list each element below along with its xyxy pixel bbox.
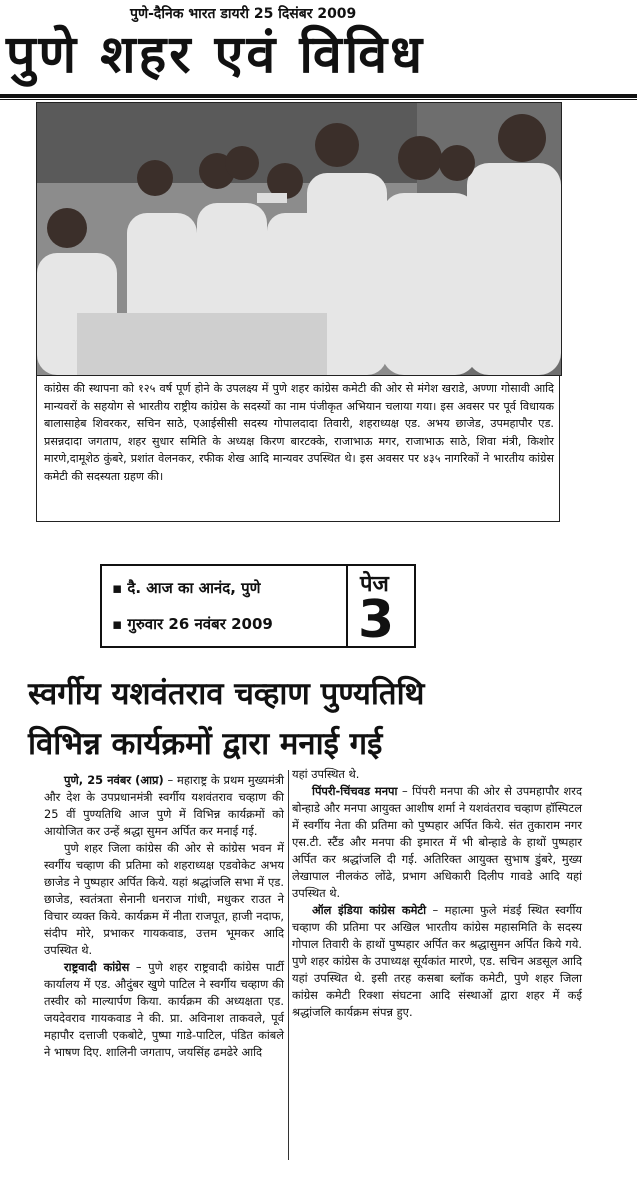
article-paragraph xyxy=(292,783,582,902)
source-date: ▪ गुरुवार 26 नवंबर 2009 xyxy=(112,615,273,633)
article-headline-line1: स्वर्गीय यशवंतराव चव्हाण पुण्यतिथि xyxy=(28,676,425,712)
article-paragraph xyxy=(44,959,284,1061)
article-paragraph xyxy=(292,902,582,1021)
page-number: 3 xyxy=(358,590,395,650)
clipping-dateline: पुणे-दैनिक भारत डायरी 25 दिसंबर 2009 xyxy=(130,6,357,22)
news-photo-illustration xyxy=(37,103,561,375)
paragraph-text: – पुणे शहर राष्ट्रवादी कांग्रेस पार्टी कार्यालय में एड. औदुंबर खुणे पाटिल ने स्वर्गीय चव्हाण की तस्वीर को माल्यार्पण किया. कार्यक्रम की अध्यक्षता एड. जयदेवराव गायकवाड ने की. प्रा. अविनाश ताकवले, पूर्व महापौर दत्ताजी एकबोटे, पुष्पा गाडे-पाटिल, पंडित कांबले ने भाषण दिए. शालिनी जगताप, जयसिंह ढमढेरे आदि xyxy=(44,960,284,1059)
masthead-title: पुणे शहर एवं विविध xyxy=(6,24,426,85)
source-newspaper-name: ▪ दै. आज का आनंद, पुणे xyxy=(112,579,261,597)
news-photo xyxy=(36,102,562,376)
masthead-rule xyxy=(0,94,637,98)
article-paragraph: पुणे शहर जिला कांग्रेस की ओर से कांग्रेस भवन में स्वर्गीय चव्हाण की प्रतिमा को शहराध्यक्ष एडवोकेट अभय छाजेड ने पुष्पहार अर्पित किये. यहां श्रद्धांजलि सभा में एड. छाजेड, स्वतंत्रता सेनानी धनराज गांधी, मधुकर राउत ने विचार व्यक्त किये. कार्यक्रम में नीता राजपूत, हाजी नदाफ, संदीप मोरे, प्रभाकर गायकवाड, उत्तम भूमकर आदि उपस्थित थे. xyxy=(44,841,284,957)
subheading: पिंपरी-चिंचवड मनपा xyxy=(312,784,398,798)
article-column-right xyxy=(292,766,582,1021)
column-rule xyxy=(288,770,289,1160)
paragraph-text: – पिंपरी मनपा की ओर से उपमहापौर शरद बोन्हाडे और मनपा आयुक्त आशीष शर्मा ने यशवंतराव चव्हाण हॉस्पिटल में स्वर्गीय नेता की प्रतिमा को पुष्पहार अर्पित किये. संत तुकाराम नगर एस.टी. स्टैंड और मनपा की इमारत में भी बोन्हाडे के हाथों पुष्पहार अर्पित कर श्रद्धांजलि दी गई. अतिरिक्त आयुक्त सुभाष डुंबरे, मुख्य लेखापाल नीलकंठ लोंढे, प्रभाग अधिकारी दिलीप गावडे आदि यहां उपस्थित थे. xyxy=(292,784,583,900)
masthead-rule-thin xyxy=(0,99,637,100)
subheading: ऑल इंडिया कांग्रेस कमेटी xyxy=(312,903,427,917)
photo-caption: कांग्रेस की स्थापना को १२५ वर्ष पूर्ण होने के उपलक्ष्य में पुणे शहर कांग्रेस कमेटी की ओर से मंगेश खराडे, अण्णा गोसावी आदि मान्यवरों के सहयोग से भारतीय राष्ट्रीय कांग्रेस के सदस्यों का नाम पंजीकृत अभियान चलाया गया। इस अवसर पर पूर्व विधायक बालासाहेब शिवरकर, सचिन साठे, एआईसीसी सदस्य गोपालदादा तिवारी, शहराध्यक्ष एड. अभय छाजेड, उपमहापौर एड. प्रसन्नदादा जगताप, शहर सुधार समिति के अध्यक्ष किरण बारटक्के, राजाभाऊ मगर, राजाभाऊ साठे, शिवा मंत्री, किशोर मारणे,दामूशेठ कुंबरे, प्रशांत वेलनकर, रफीक शेख आदि मान्यवर उपस्थित थे। इस अवसर पर ४३५ नागरिकों ने भारतीय कांग्रेस कमेटी की सदस्यता ग्रहण की। xyxy=(44,382,554,483)
subheading: राष्ट्रवादी कांग्रेस xyxy=(64,960,130,974)
paragraph-text: – महाराष्ट्र के प्रथम मुख्यमंत्री और देश के उपप्रधानमंत्री स्वर्गीय यशवंतराव चव्हाण की 25 वीं पुण्यतिथि आज पुणे में विभिन्न कार्यक्रमों को आयोजित कर उन्हें श्रद्धा सुमन अर्पित कर मनाई गई. xyxy=(44,773,284,838)
paragraph-text: – महात्मा फुले मंडई स्थित स्वर्गीय चव्हाण की प्रतिमा पर अखिल भारतीय कांग्रेस महासमिति के सदस्य गोपाल तिवारी के हाथों पुष्पहार अर्पित कर श्रद्धासुमन अर्पित किये गये. पुणे शहर कांग्रेस के उपाध्यक्ष सूर्यकांत मारणे, एड. सचिन अडसूल आदि यहां उपस्थित थे. इसी तरह कसबा ब्लॉक कमेटी, पुणे शहर जिला कांग्रेस कमेटी रिक्शा संघटना आदि संस्थाओं द्वारा शहर में कई श्रद्धांजलि कार्यक्रम संपन्न हुए. xyxy=(292,903,582,1019)
article-headline-line2: विभिन्न कार्यक्रमों द्वारा मनाई गई xyxy=(28,726,383,762)
article-dateline: पुणे, 25 नवंबर (आप्र) xyxy=(64,773,164,787)
page-label: पेज xyxy=(360,572,389,597)
article-paragraph: यहां उपस्थित थे. xyxy=(292,767,360,781)
source-divider xyxy=(346,566,348,646)
article-paragraph xyxy=(44,772,284,840)
article-column-left xyxy=(44,772,284,1061)
